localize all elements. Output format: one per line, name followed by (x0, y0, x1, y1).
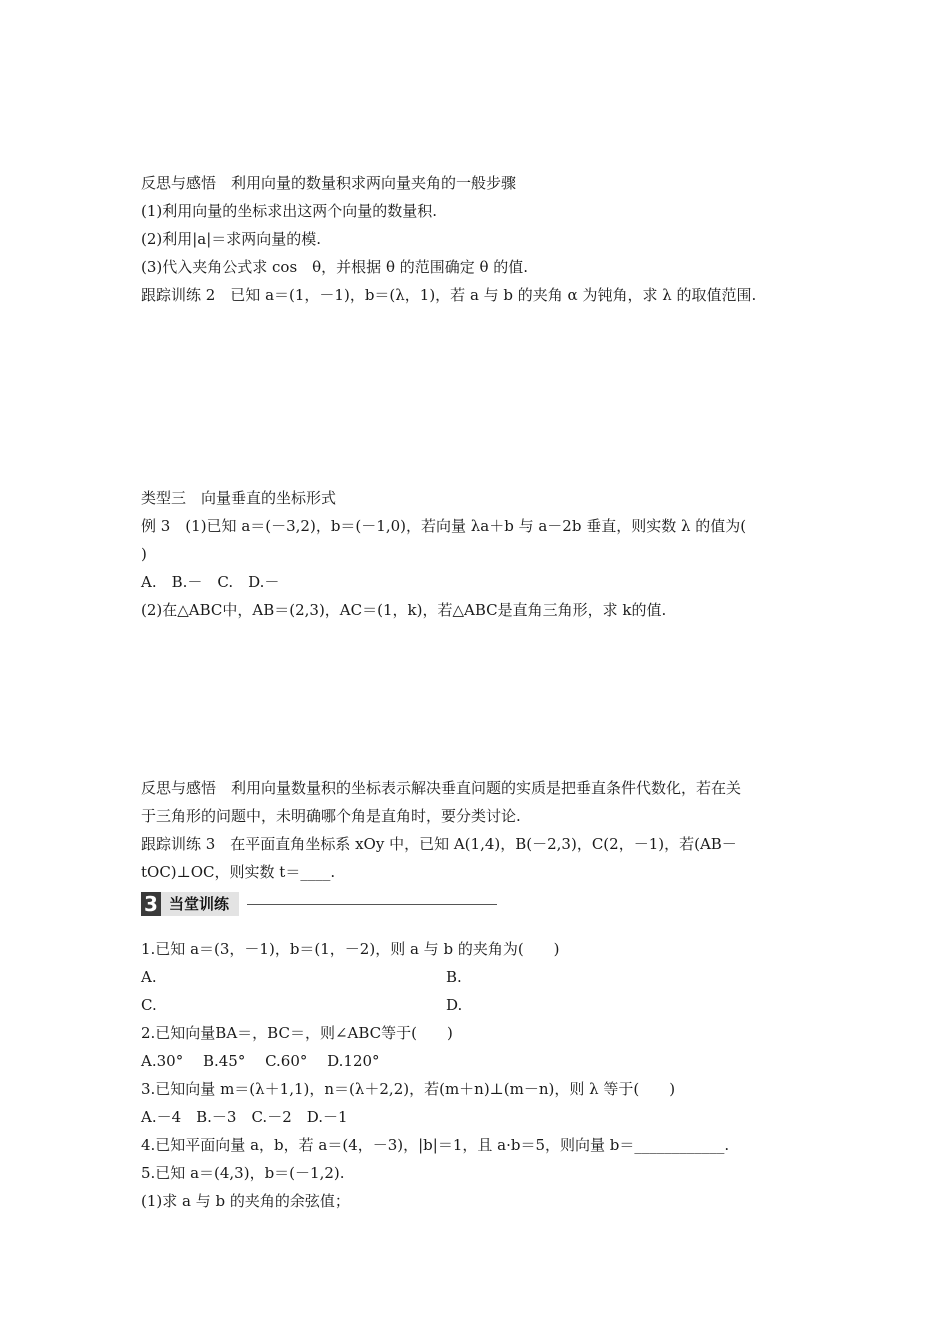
exercise-1: 1.已知 a＝(3，－1)，b＝(1，－2)，则 a 与 b 的夹角为( ) (141, 940, 560, 958)
example3-line2: ) (141, 545, 147, 563)
reflection-step-2: (2)利用|a|＝求两向量的模. (141, 230, 322, 248)
section-number: 3 (141, 892, 161, 916)
exercise-3-options: A.－4 B.－3 C.－2 D.－1 (141, 1108, 348, 1126)
training3-line1: 跟踪训练 3 在平面直角坐标系 xOy 中，已知 A(1,4)，B(－2,3)，C(2，－1)，若(AB－ (141, 835, 737, 853)
exercise-1-option-c: C. (141, 996, 157, 1014)
type3-heading: 类型三 向量垂直的坐标形式 (141, 489, 337, 507)
reflection2-line1: 反思与感悟 利用向量数量积的坐标表示解决垂直问题的实质是把垂直条件代数化，若在关 (141, 779, 742, 797)
exercise-4: 4.已知平面向量 a，b，若 a＝(4，－3)，|b|＝1，且 a·b＝5，则向量 b＝____________. (141, 1136, 730, 1154)
example3-line1: 例 3 (1)已知 a＝(－3,2)，b＝(－1,0)，若向量 λa＋b 与 a－2b 垂直，则实数 λ 的值为( (141, 517, 747, 535)
example3-part2: (2)在△ABC中，AB＝(2,3)，AC＝(1，k)，若△ABC是直角三角形，求 k的值. (141, 601, 667, 619)
exercise-1-option-d: D. (446, 996, 463, 1014)
exercise-5: 5.已知 a＝(4,3)，b＝(－1,2). (141, 1164, 345, 1182)
training3-line2: tOC)⊥OC，则实数 t＝____. (141, 863, 336, 881)
example3-options: A. B.－ C. D.－ (141, 573, 280, 591)
exercise-3: 3.已知向量 m＝(λ＋1,1)，n＝(λ＋2,2)，若(m＋n)⊥(m－n)，则 λ 等于( ) (141, 1080, 676, 1098)
section-header (141, 892, 497, 916)
reflection-step-1: (1)利用向量的坐标求出这两个向量的数量积. (141, 202, 438, 220)
training-2: 跟踪训练 2 已知 a＝(1，－1)，b＝(λ，1)，若 a 与 b 的夹角 α 为钝角，求 λ 的取值范围. (141, 286, 757, 304)
exercise-1-option-b: B. (446, 968, 462, 986)
reflection2-line2: 于三角形的问题中，未明确哪个角是直角时，要分类讨论. (141, 807, 521, 825)
reflection-step-3: (3)代入夹角公式求 cos θ，并根据 θ 的范围确定 θ 的值. (141, 258, 529, 276)
exercise-2: 2.已知向量BA＝，BC＝，则∠ABC等于( ) (141, 1024, 453, 1042)
section-rule (247, 904, 497, 905)
exercise-2-options: A.30° B.45° C.60° D.120° (141, 1052, 380, 1070)
exercise-1-option-a: A. (141, 968, 157, 986)
section-title: 当堂训练 (161, 892, 239, 916)
reflection-title: 反思与感悟 利用向量的数量积求两向量夹角的一般步骤 (141, 174, 517, 192)
exercise-5-part1: (1)求 a 与 b 的夹角的余弦值； (141, 1192, 350, 1210)
